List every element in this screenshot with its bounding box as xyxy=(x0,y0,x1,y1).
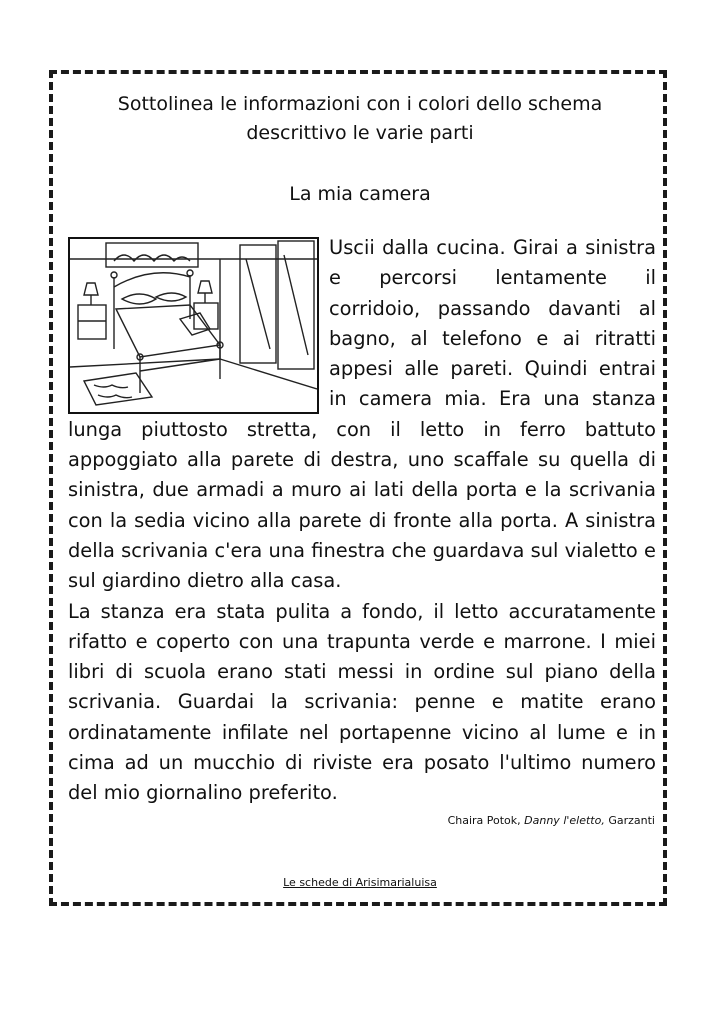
citation xyxy=(448,814,655,828)
page-title: La mia camera xyxy=(289,183,431,205)
paragraph-1: Uscii dalla cucina. Girai a sinistra e percorsi lentamente il corridoio, passando davanti al bagno, al telefono e ai ritratti appesi alle pareti. Quindi entrai in camera mia. Era una stanza lunga piuttosto stretta, con il letto in ferro battuto appoggiato alla parete di destra, uno scaffale su quella di sinistra, due armadi a muro ai lati della porta e la scrivania con la sedia vicino alla parete di fronte alla porta. A sinistra della scrivania c'era una finestra che guardava sul vialetto e sul giardino dietro alla casa. xyxy=(68,236,656,593)
citation-publisher: Garzanti xyxy=(608,814,655,827)
story-text xyxy=(68,233,656,809)
paragraph-2: La stanza era stata pulita a fondo, il letto accuratamente rifatto e coperto con una trapunta verde e marrone. I miei libri di scuola erano stati messi in ordine sul piano della scrivania. Guardai la scrivania: penne e matite erano ordinatamente infilate nel portapenne vicino al lume e in cima ad un mucchio di riviste era posato l'ultimo numero del mio giornalino preferito. xyxy=(68,599,656,805)
instruction-line-2: descrittivo le varie parti xyxy=(246,122,474,144)
bedroom-illustration-icon xyxy=(68,237,319,414)
footer-link: Le schede di Arisimarialuisa xyxy=(283,876,437,889)
instruction-line-1: Sottolinea le informazioni con i colori dello schema xyxy=(117,93,603,115)
citation-author: Chaira Potok, xyxy=(447,814,521,827)
citation-book: Danny l'eletto, xyxy=(524,814,605,827)
instruction xyxy=(60,90,660,148)
